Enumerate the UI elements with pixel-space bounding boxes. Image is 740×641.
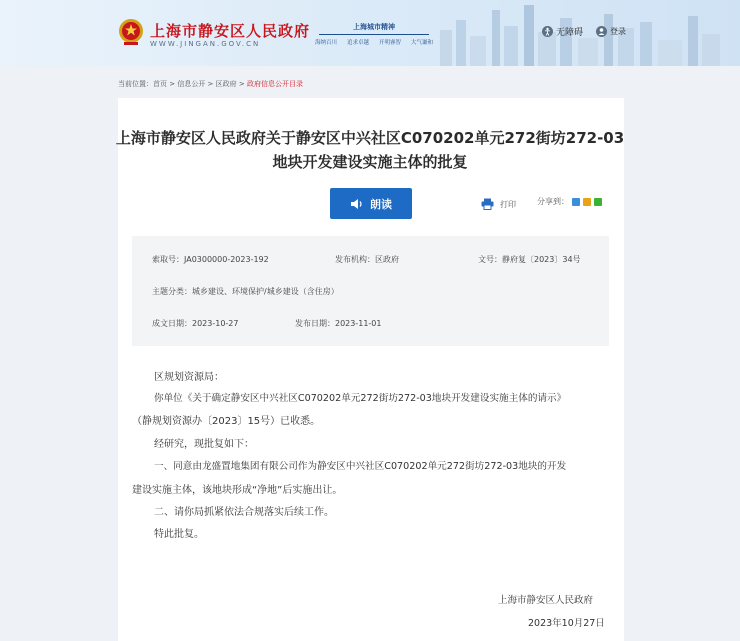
paragraph-2: 经研究，现批复如下： [154, 439, 254, 450]
city-spirit-item: 海纳百川 [315, 40, 338, 46]
site-title[interactable]: 上海市静安区人民政府 [150, 22, 311, 40]
read-aloud-button[interactable] [330, 188, 412, 219]
breadcrumb-home[interactable]: 首页 [153, 80, 167, 88]
share-bar [537, 196, 602, 207]
paragraph-3-line-1: 一、同意由龙盛置地集团有限公司作为静安区中兴社区C070202单元272街坊272-03地块的开发 [154, 461, 567, 472]
signature-issuer: 上海市静安区人民政府 [498, 595, 594, 606]
read-aloud-label: 朗读 [370, 197, 392, 211]
user-icon [596, 26, 607, 37]
share-wechat-icon[interactable] [594, 198, 602, 206]
city-spirit-banner [315, 22, 433, 46]
accessibility-icon [542, 26, 553, 37]
document-title [0, 126, 740, 174]
meta-topic: 主题分类：城乡建设、环境保护/城乡建设（含住房） [152, 287, 339, 296]
meta-published-date: 发布日期：2023-11-01 [295, 319, 382, 328]
paragraph-3-line-2: 建设实施主体，该地块形成“净地”后实施出让。 [132, 485, 343, 496]
share-label: 分享到： [537, 197, 569, 206]
meta-doc-no: 文号：静府复〔2023〕34号 [478, 255, 581, 264]
signature-date: 2023年10月27日 [528, 618, 605, 629]
breadcrumb-sep: > [236, 80, 247, 88]
site-header [0, 0, 740, 66]
city-spirit-title: 上海城市精神 [319, 22, 429, 35]
city-spirit-item: 追求卓越 [346, 40, 369, 46]
breadcrumb-district-gov[interactable]: 区政府 [215, 80, 237, 88]
document-title-line: 地块开发建设实施主体的批复 [272, 153, 468, 171]
share-qzone-icon[interactable] [583, 198, 591, 206]
paragraph-4: 二、请你局抓紧依法合规落实后续工作。 [154, 507, 334, 518]
breadcrumb-sep: > [205, 80, 216, 88]
login-label: 登录 [610, 27, 626, 36]
printer-icon [481, 198, 494, 210]
site-url: WWW.JINGAN.GOV.CN [150, 40, 261, 48]
speaker-icon [350, 198, 364, 210]
breadcrumb-info-disclosure[interactable]: 信息公开 [177, 80, 206, 88]
meta-created-date: 成文日期：2023-10-27 [152, 319, 239, 328]
breadcrumb-sep: > [167, 80, 178, 88]
print-button[interactable] [481, 198, 516, 210]
city-spirit-item: 开明睿智 [378, 40, 401, 46]
paragraph-5: 特此批复。 [154, 529, 204, 540]
salutation: 区规划资源局： [154, 372, 224, 383]
paragraph-1-line-1: 你单位《关于确定静安区中兴社区C070202单元272街坊272-03地块开发建设实施主体的请示》 [154, 393, 567, 404]
breadcrumb [118, 79, 303, 89]
share-weibo-icon[interactable] [572, 198, 580, 206]
breadcrumb-prefix: 当前位置： [118, 80, 153, 88]
document-title-line: 上海市静安区人民政府关于静安区中兴社区C070202单元272街坊272-03 [115, 129, 625, 147]
accessibility-button[interactable] [542, 25, 583, 38]
login-button[interactable] [596, 26, 626, 37]
print-label: 打印 [500, 199, 516, 209]
breadcrumb-current[interactable]: 政府信息公开目录 [246, 80, 303, 88]
document-metadata [132, 236, 609, 346]
meta-issuer: 发布机构：区政府 [335, 255, 399, 264]
national-emblem-icon [118, 18, 144, 46]
meta-index-no: 索取号：JA0300000-2023-192 [152, 255, 269, 264]
accessibility-label: 无障碍 [556, 28, 584, 38]
paragraph-1-line-2: （静规划资源办〔2023〕15号）已收悉。 [132, 416, 321, 427]
city-spirit-item: 大气谦和 [410, 40, 433, 46]
